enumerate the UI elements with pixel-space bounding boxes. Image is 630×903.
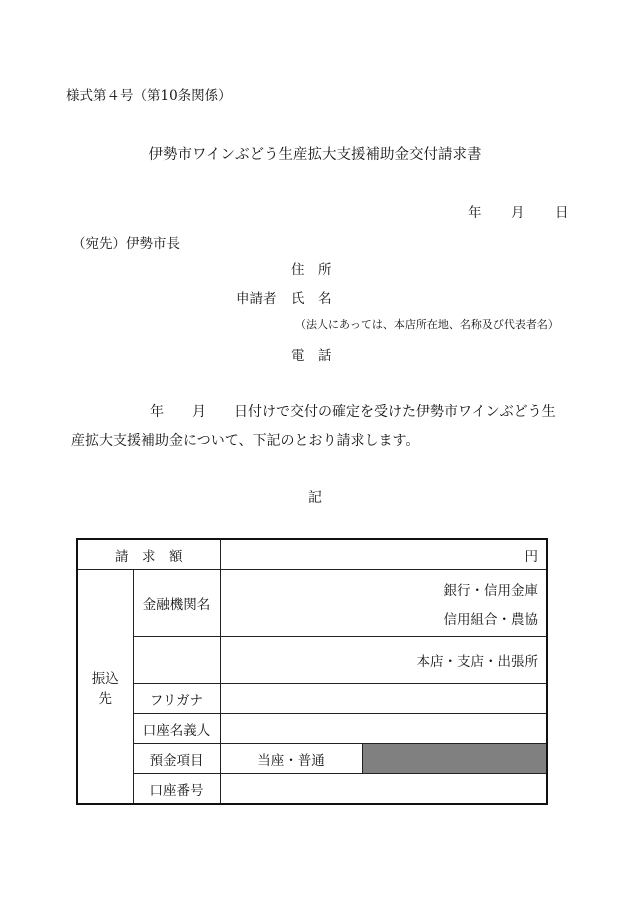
yen-unit: 円 [220, 539, 547, 570]
claim-table [76, 538, 548, 805]
body-line-1: 年 月 日付けで交付の確定を受けた伊勢市ワインぶどう生 [150, 404, 556, 420]
transfer-label: 振込先 [77, 570, 133, 805]
account-holder-label: 口座名義人 [133, 714, 220, 744]
name-label: 氏 名 [291, 291, 332, 307]
corporate-note: （法人にあっては、本店所在地、名称及び代表者名） [295, 318, 559, 331]
bank-types-2: 信用組合・農協 [220, 603, 547, 637]
date-month: 月 [511, 205, 525, 221]
account-holder-field [220, 714, 547, 744]
table-row [77, 714, 547, 744]
table-row [77, 539, 547, 570]
document-title: 伊勢市ワインぶどう生産拡大支援補助金交付請求書 [148, 147, 482, 163]
applicant-role-label: 申請者 [236, 291, 277, 307]
table-row [77, 637, 547, 684]
branch-types: 本店・支店・出張所 [220, 637, 547, 684]
form-label: 様式第４号（第10条関係） [66, 88, 232, 104]
date-year: 年 [468, 205, 482, 221]
ki-heading: 記 [308, 490, 322, 506]
institution-label-cont [133, 637, 220, 684]
claim-amount-label: 請 求 額 [77, 539, 220, 570]
addressee: （宛先）伊勢市長 [72, 236, 180, 252]
body-line-2: 産拡大支援補助金について、下記のとおり請求します。 [71, 433, 420, 449]
table-row [77, 774, 547, 805]
deposit-type-label: 預金項目 [133, 744, 220, 774]
furigana-label: フリガナ [133, 684, 220, 714]
institution-label: 金融機関名 [133, 570, 220, 637]
deposit-type-value: 当座・普通 [220, 744, 362, 774]
account-number-label: 口座番号 [133, 774, 220, 805]
table-row [77, 570, 547, 604]
date-day: 日 [555, 205, 569, 221]
table-row [77, 744, 547, 774]
furigana-field [220, 684, 547, 714]
table-row [77, 684, 547, 714]
shaded-cell [362, 744, 547, 774]
address-label: 住 所 [291, 262, 332, 278]
phone-label: 電 話 [291, 348, 332, 364]
bank-types-1: 銀行・信用金庫 [220, 570, 547, 604]
account-number-field [220, 774, 547, 805]
